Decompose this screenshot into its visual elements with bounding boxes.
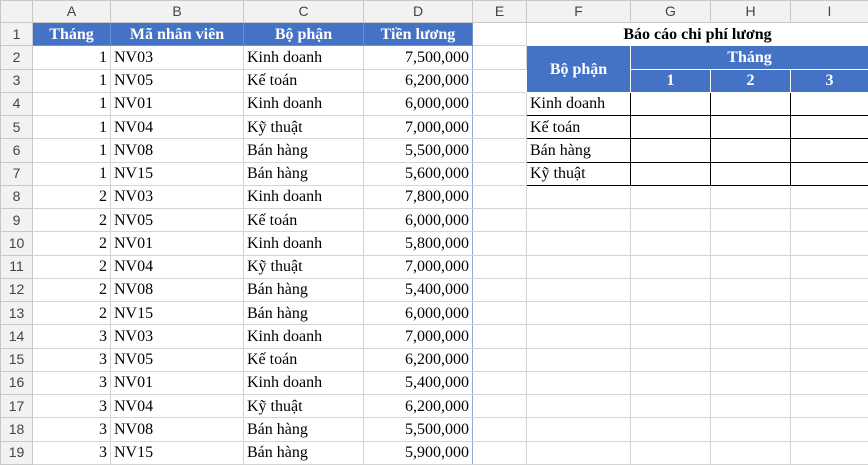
row-header[interactable]: 9 xyxy=(1,209,33,232)
row-header[interactable]: 19 xyxy=(1,441,33,465)
cell[interactable] xyxy=(473,348,527,371)
cell-month[interactable]: 1 xyxy=(33,46,111,69)
cell-employee-id[interactable]: NV04 xyxy=(111,116,244,139)
report-department[interactable]: Kinh doanh xyxy=(527,92,631,115)
cell[interactable] xyxy=(711,441,791,465)
cell-salary[interactable]: 5,600,000 xyxy=(364,162,473,185)
cell[interactable] xyxy=(631,325,711,348)
cell-employee-id[interactable]: NV05 xyxy=(111,209,244,232)
cell-employee-id[interactable]: NV03 xyxy=(111,325,244,348)
row-header[interactable]: 3 xyxy=(1,69,33,92)
cell-month[interactable]: 3 xyxy=(33,395,111,418)
cell-employee-id[interactable]: NV04 xyxy=(111,395,244,418)
report-department[interactable]: Kỹ thuật xyxy=(527,162,631,185)
cell-salary[interactable]: 7,500,000 xyxy=(364,46,473,69)
cell[interactable] xyxy=(527,185,631,208)
cell-month[interactable]: 1 xyxy=(33,162,111,185)
row-header[interactable]: 7 xyxy=(1,162,33,185)
cell[interactable] xyxy=(527,348,631,371)
cell[interactable] xyxy=(473,371,527,394)
cell[interactable] xyxy=(711,325,791,348)
cell[interactable] xyxy=(711,185,791,208)
cell-employee-id[interactable]: NV01 xyxy=(111,232,244,255)
cell[interactable] xyxy=(527,278,631,301)
row-header[interactable]: 1 xyxy=(1,23,33,46)
report-value-cell[interactable] xyxy=(711,92,791,115)
cell-employee-id[interactable]: NV08 xyxy=(111,278,244,301)
col-header-e[interactable]: E xyxy=(473,1,527,23)
sheet-row xyxy=(1,441,868,465)
column-header-row xyxy=(1,1,868,23)
report-month-2[interactable]: 2 xyxy=(711,69,791,92)
cell-department[interactable]: Kinh doanh xyxy=(244,92,364,115)
cell-month[interactable]: 1 xyxy=(33,92,111,115)
cell-employee-id[interactable]: NV15 xyxy=(111,302,244,325)
cell-employee-id[interactable]: NV15 xyxy=(111,441,244,465)
col-header-f[interactable]: F xyxy=(527,1,631,23)
row-header[interactable]: 13 xyxy=(1,302,33,325)
cell[interactable] xyxy=(527,395,631,418)
cell-department[interactable]: Kế toán xyxy=(244,209,364,232)
cell-month[interactable]: 3 xyxy=(33,325,111,348)
cell[interactable] xyxy=(791,371,868,394)
cell[interactable] xyxy=(473,92,527,115)
cell[interactable] xyxy=(473,302,527,325)
cell[interactable] xyxy=(527,371,631,394)
cell-month[interactable]: 1 xyxy=(33,69,111,92)
cell-month[interactable]: 2 xyxy=(33,185,111,208)
row-header[interactable]: 11 xyxy=(1,255,33,278)
cell[interactable] xyxy=(791,255,868,278)
cell-salary[interactable]: 6,000,000 xyxy=(364,92,473,115)
cell-department[interactable]: Bán hàng xyxy=(244,441,364,465)
cell-month[interactable]: 2 xyxy=(33,278,111,301)
col-header-h[interactable]: H xyxy=(711,1,791,23)
cell-department[interactable]: Kinh doanh xyxy=(244,185,364,208)
cell[interactable] xyxy=(527,232,631,255)
report-title[interactable]: Báo cáo chi phí lương xyxy=(623,25,772,43)
row-header[interactable]: 14 xyxy=(1,325,33,348)
cell[interactable] xyxy=(473,46,527,69)
cell[interactable] xyxy=(631,209,711,232)
cell-employee-id[interactable]: NV15 xyxy=(111,162,244,185)
report-value-cell[interactable] xyxy=(791,162,868,185)
report-department[interactable]: Bán hàng xyxy=(527,139,631,162)
cell-salary[interactable]: 5,400,000 xyxy=(364,371,473,394)
sheet-row xyxy=(1,302,868,325)
cell[interactable] xyxy=(473,441,527,465)
cell[interactable] xyxy=(473,255,527,278)
cell-salary[interactable]: 7,800,000 xyxy=(364,185,473,208)
sheet-row xyxy=(1,92,868,115)
cell-employee-id[interactable]: NV05 xyxy=(111,348,244,371)
cell[interactable] xyxy=(791,209,868,232)
cell[interactable] xyxy=(711,278,791,301)
col-header-b[interactable]: B xyxy=(111,1,244,23)
cell-month[interactable]: 2 xyxy=(33,209,111,232)
cell[interactable] xyxy=(791,302,868,325)
sheet-row xyxy=(1,139,868,162)
row-header[interactable]: 18 xyxy=(1,418,33,441)
row-header[interactable]: 10 xyxy=(1,232,33,255)
cell-department[interactable]: Bán hàng xyxy=(244,162,364,185)
sheet-row xyxy=(1,162,868,185)
cell[interactable] xyxy=(473,139,527,162)
cell-month[interactable]: 1 xyxy=(33,116,111,139)
cell-month[interactable]: 2 xyxy=(33,232,111,255)
cell[interactable] xyxy=(631,395,711,418)
sheet-row xyxy=(1,348,868,371)
report-department[interactable]: Kế toán xyxy=(527,116,631,139)
cell-salary[interactable]: 5,500,000 xyxy=(364,139,473,162)
sheet-row xyxy=(1,69,868,92)
cell[interactable] xyxy=(527,209,631,232)
cell[interactable] xyxy=(631,278,711,301)
cell[interactable] xyxy=(473,23,527,46)
cell[interactable] xyxy=(791,395,868,418)
row-header[interactable]: 4 xyxy=(1,92,33,115)
cell-month[interactable]: 2 xyxy=(33,255,111,278)
report-value-cell[interactable] xyxy=(711,116,791,139)
cell-salary[interactable]: 5,500,000 xyxy=(364,418,473,441)
cell-salary[interactable]: 5,400,000 xyxy=(364,278,473,301)
cell-department[interactable]: Bán hàng xyxy=(244,418,364,441)
sheet-row xyxy=(1,418,868,441)
cell[interactable] xyxy=(631,348,711,371)
cell[interactable] xyxy=(473,232,527,255)
report-month-1[interactable]: 1 xyxy=(631,69,711,92)
row-header[interactable]: 16 xyxy=(1,371,33,394)
select-all-corner[interactable] xyxy=(1,1,33,23)
cell-month[interactable]: 3 xyxy=(33,418,111,441)
report-month-3[interactable]: 3 xyxy=(791,69,868,92)
col-header-i[interactable]: I xyxy=(791,1,868,23)
report-value-cell[interactable] xyxy=(711,162,791,185)
cell-salary[interactable]: 7,000,000 xyxy=(364,325,473,348)
cell[interactable] xyxy=(711,348,791,371)
report-value-cell[interactable] xyxy=(631,139,711,162)
cell-salary[interactable]: 5,800,000 xyxy=(364,232,473,255)
report-value-cell[interactable] xyxy=(631,92,711,115)
cell[interactable] xyxy=(631,371,711,394)
cell-department[interactable]: Kỹ thuật xyxy=(244,255,364,278)
cell[interactable] xyxy=(711,395,791,418)
row-header[interactable]: 17 xyxy=(1,395,33,418)
report-value-cell[interactable] xyxy=(631,116,711,139)
cell-salary[interactable]: 6,200,000 xyxy=(364,69,473,92)
cell[interactable] xyxy=(791,418,868,441)
cell-department[interactable]: Kế toán xyxy=(244,348,364,371)
col-header-d[interactable]: D xyxy=(364,1,473,23)
cell-salary[interactable]: 6,000,000 xyxy=(364,209,473,232)
report-value-cell[interactable] xyxy=(631,162,711,185)
report-value-cell[interactable] xyxy=(791,116,868,139)
cell-month[interactable]: 3 xyxy=(33,348,111,371)
cell[interactable] xyxy=(791,232,868,255)
cell[interactable] xyxy=(473,162,527,185)
sheet-row xyxy=(1,255,868,278)
cell[interactable] xyxy=(631,302,711,325)
cell[interactable] xyxy=(527,302,631,325)
header-cell-ma-nhan-vien[interactable]: Mã nhân viên xyxy=(111,23,244,46)
cell[interactable] xyxy=(473,116,527,139)
cell-salary[interactable]: 6,000,000 xyxy=(364,302,473,325)
row-header[interactable]: 5 xyxy=(1,116,33,139)
cell-department[interactable]: Bán hàng xyxy=(244,302,364,325)
sheet-row xyxy=(1,209,868,232)
cell[interactable] xyxy=(711,232,791,255)
cell[interactable] xyxy=(631,418,711,441)
cell[interactable] xyxy=(631,232,711,255)
cell-salary[interactable]: 6,200,000 xyxy=(364,395,473,418)
cell[interactable] xyxy=(711,209,791,232)
cell-employee-id[interactable]: NV01 xyxy=(111,92,244,115)
cell-employee-id[interactable]: NV08 xyxy=(111,418,244,441)
cell[interactable] xyxy=(473,209,527,232)
cell-department[interactable]: Bán hàng xyxy=(244,139,364,162)
cell-department[interactable]: Kinh doanh xyxy=(244,232,364,255)
cell[interactable] xyxy=(473,395,527,418)
header-cell-bo-phan[interactable]: Bộ phận xyxy=(244,23,364,46)
cell[interactable] xyxy=(791,348,868,371)
cell-department[interactable]: Kỹ thuật xyxy=(244,116,364,139)
cell-employee-id[interactable]: NV08 xyxy=(111,139,244,162)
report-value-cell[interactable] xyxy=(791,92,868,115)
report-value-cell[interactable] xyxy=(791,139,868,162)
cell-department[interactable]: Bán hàng xyxy=(244,278,364,301)
report-value-cell[interactable] xyxy=(711,139,791,162)
sheet-row xyxy=(1,371,868,394)
cell-month[interactable]: 2 xyxy=(33,302,111,325)
cell[interactable] xyxy=(473,418,527,441)
cell-salary[interactable]: 7,000,000 xyxy=(364,255,473,278)
cell-salary[interactable]: 6,200,000 xyxy=(364,348,473,371)
cell-employee-id[interactable]: NV03 xyxy=(111,185,244,208)
cell-employee-id[interactable]: NV05 xyxy=(111,69,244,92)
sheet-row xyxy=(1,46,868,69)
cell[interactable] xyxy=(473,185,527,208)
cell-salary[interactable]: 5,900,000 xyxy=(364,441,473,465)
row-header[interactable]: 12 xyxy=(1,278,33,301)
sheet-row xyxy=(1,23,868,46)
row-header[interactable]: 6 xyxy=(1,139,33,162)
header-cell-tien-luong[interactable]: Tiền lương xyxy=(364,23,473,46)
cell-department[interactable]: Kinh doanh xyxy=(244,325,364,348)
sheet-row xyxy=(1,116,868,139)
cell-department[interactable]: Kinh doanh xyxy=(244,371,364,394)
cell[interactable] xyxy=(791,325,868,348)
col-header-g[interactable]: G xyxy=(631,1,711,23)
cell[interactable] xyxy=(473,278,527,301)
sheet-row xyxy=(1,395,868,418)
cell-department[interactable]: Kỹ thuật xyxy=(244,395,364,418)
cell-month[interactable]: 3 xyxy=(33,441,111,465)
cell[interactable] xyxy=(527,441,631,465)
cell[interactable] xyxy=(527,418,631,441)
cell-department[interactable]: Kế toán xyxy=(244,69,364,92)
col-header-c[interactable]: C xyxy=(244,1,364,23)
header-cell-thang[interactable]: Tháng xyxy=(33,23,111,46)
cell[interactable] xyxy=(791,278,868,301)
cell[interactable] xyxy=(711,302,791,325)
cell-month[interactable]: 3 xyxy=(33,371,111,394)
sheet-row xyxy=(1,325,868,348)
sheet-row xyxy=(1,278,868,301)
cell[interactable] xyxy=(711,418,791,441)
sheet-row xyxy=(1,185,868,208)
cell[interactable] xyxy=(711,255,791,278)
cell[interactable] xyxy=(631,185,711,208)
row-header[interactable]: 2 xyxy=(1,46,33,69)
cell-employee-id[interactable]: NV01 xyxy=(111,371,244,394)
col-header-a[interactable]: A xyxy=(33,1,111,23)
cell[interactable] xyxy=(527,325,631,348)
cell[interactable] xyxy=(473,325,527,348)
sheet-row xyxy=(1,232,868,255)
cell[interactable] xyxy=(791,185,868,208)
report-row-header[interactable]: Bộ phận xyxy=(527,46,631,93)
cell-department[interactable]: Kinh doanh xyxy=(244,46,364,69)
row-header[interactable]: 8 xyxy=(1,185,33,208)
cell[interactable] xyxy=(711,371,791,394)
cell-salary[interactable]: 7,000,000 xyxy=(364,116,473,139)
cell-employee-id[interactable]: NV04 xyxy=(111,255,244,278)
cell[interactable] xyxy=(473,69,527,92)
report-group-header[interactable]: Tháng xyxy=(631,46,868,69)
cell[interactable] xyxy=(631,441,711,465)
cell-employee-id[interactable]: NV03 xyxy=(111,46,244,69)
cell-month[interactable]: 1 xyxy=(33,139,111,162)
cell[interactable] xyxy=(631,255,711,278)
cell[interactable] xyxy=(791,441,868,465)
cell[interactable] xyxy=(527,255,631,278)
row-header[interactable]: 15 xyxy=(1,348,33,371)
